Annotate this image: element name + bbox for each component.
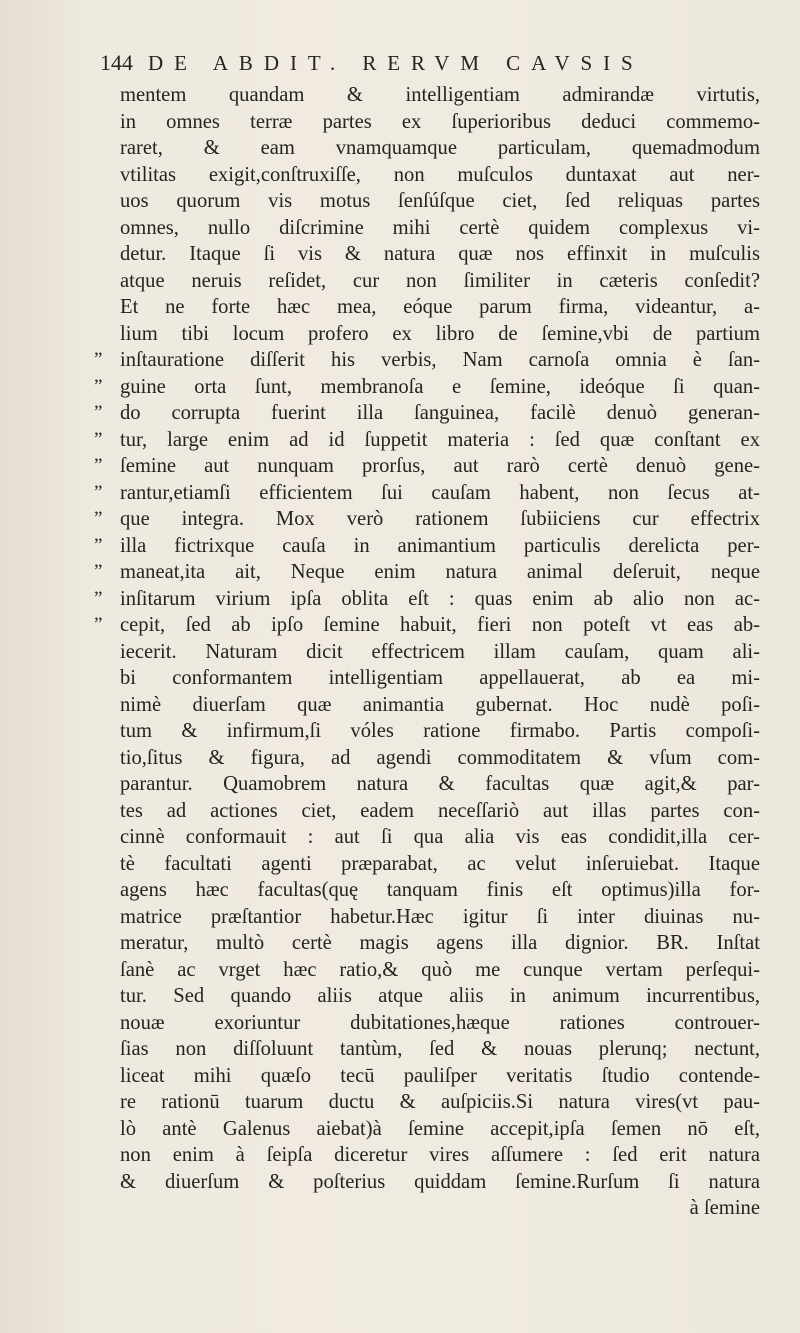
line-text: detur. Itaque ſi vis & natura quæ nos effinxit in muſculis [120,243,760,265]
text-line [120,1169,760,1196]
text-line [94,480,760,507]
line-text: nouæ exoriuntur dubitationes,hæque rationes controuer- [120,1011,760,1034]
line-text: inſtauratione diſſerit his verbis, Nam carnoſa omnia è ſan- [120,349,760,371]
line-text: & diuerſum & poſterius quiddam ſemine.Rurſum ſi natura [120,1170,760,1193]
line-text: guine orta ſunt, membranoſa e ſemine, ideóque ſi quan- [120,375,760,398]
text-line [94,506,760,533]
line-text: Et ne forte hæc mea, eóque parum firma, videantur, a- [120,296,760,318]
text-line [120,665,760,692]
text-line [120,1195,760,1222]
line-text: rantur,etiamſi efficientem ſui cauſam habent, non ſecus at- [120,481,760,504]
line-text: ſanè ac vrget hæc ratio,& quò me cunque vertam perſequi- [120,958,760,981]
text-line [120,983,760,1010]
text-line [120,82,760,109]
line-text: re rationū tuarum ductu & auſpiciis.Si natura vires(vt pau- [120,1091,760,1113]
quotation-mark: ” [94,349,103,370]
text-line [120,321,760,348]
line-text: que integra. Mox verò rationem ſubiiciens cur effectrix [120,508,760,530]
text-line [120,877,760,904]
quotation-mark: ” [94,508,103,529]
text-line [120,851,760,878]
quotation-mark: ” [94,402,103,423]
line-text: parantur. Quamobrem natura & facultas quæ agit,& par- [120,773,760,795]
line-text: illa fictrixque cauſa in animantium particulis derelicta per- [120,534,760,557]
quotation-mark: ” [94,481,103,503]
line-text: tur, large enim ad id ſuppetit materia : ſed quæ conſtant ex [120,428,760,451]
line-text: matrice præſtantior habetur.Hæc igitur ſi inter diuinas nu- [120,905,760,928]
text-line [120,162,760,189]
body-text [94,82,760,1222]
line-text: meratur, multò certè magis agens illa dignior. BR. Inſtat [120,932,760,954]
line-text: bi conformantem intelligentiam appellauerat, ab ea mi- [120,667,760,689]
text-line [120,109,760,136]
text-line [120,215,760,242]
text-line [120,930,760,957]
quotation-mark: ” [94,375,103,397]
line-text: do corrupta fuerint illa ſanguinea, facilè denuò generan- [120,402,760,424]
text-line [94,347,760,374]
text-line [120,294,760,321]
line-text: à ſemine [689,1197,760,1219]
text-line [120,1142,760,1169]
line-text: tum & infirmum,ſi vóles ratione firmabo. Partis compoſi- [120,720,760,742]
text-line [120,771,760,798]
text-line [120,718,760,745]
text-line [94,400,760,427]
text-line [120,692,760,719]
line-text: agens hæc facultas(quę tanquam finis eſt optimus)illa for- [120,879,760,901]
text-line [120,1089,760,1116]
line-text: cepit, ſed ab ipſo ſemine habuit, fieri non poteſt vt eas ab- [120,614,760,636]
quotation-mark: ” [94,534,103,556]
line-text: maneat,ita ait, Neque enim natura animal deſeruit, neque [120,561,760,583]
text-line [120,188,760,215]
line-text: ſias non diſſoluunt tantùm, ſed & nouas plerunq; nectunt, [120,1038,760,1060]
line-text: tè facultati agenti præparabat, ac velut inſeruiebat. Itaque [120,852,760,875]
text-line [94,453,760,480]
page-header [100,50,740,84]
text-line [120,1036,760,1063]
line-text: iecerit. Naturam dicit effectricem illam cauſam, quam ali- [120,640,760,663]
line-text: in omnes terræ partes ex ſuperioribus deduci commemo- [120,110,760,133]
text-line [120,957,760,984]
text-line [94,586,760,613]
text-line [120,824,760,851]
line-text: nimè diuerſam quæ animantia gubernat. Hoc nudè poſi- [120,693,760,716]
text-line [120,268,760,295]
text-line [120,639,760,666]
text-line [120,1010,760,1037]
line-text: vtilitas exigit,conſtruxiſſe, non muſculos duntaxat aut ner- [120,163,760,186]
text-line [94,559,760,586]
text-line [120,1063,760,1090]
text-line [120,745,760,772]
line-text: mentem quandam & intelligentiam admirandæ virtutis, [120,84,760,106]
text-line [94,427,760,454]
quotation-mark: ” [94,455,103,476]
text-line [120,241,760,268]
text-line [120,798,760,825]
line-text: uos quorum vis motus ſenſúſque ciet, ſed reliquas partes [120,190,760,212]
line-text: omnes, nullo diſcrimine mihi certè quidem complexus vi- [120,216,760,239]
line-text: ſemine aut nunquam prorſus, aut rarò certè denuò gene- [120,455,760,477]
line-text: tio,ſitus & figura, ad agendi commoditatem & vſum com- [120,746,760,769]
line-text: lò antè Galenus aiebat)à ſemine accepit,ipſa ſemen nō eſt, [120,1117,760,1140]
text-line [120,1116,760,1143]
quotation-mark: ” [94,428,103,450]
line-text: cinnè conformauit : aut ſi qua alia vis eas condidit,illa cer- [120,826,760,848]
running-head: DE ABDIT. RERVM CAVSIS [148,51,644,75]
text-line [94,374,760,401]
page-number: 144 [100,50,133,75]
line-text: raret, & eam vnamquamque particulam, quemadmodum [120,137,760,159]
text-line [120,135,760,162]
text-line [94,533,760,560]
line-text: atque neruis reſidet, cur non ſimiliter in cæteris conſedit? [120,269,760,292]
quotation-mark: ” [94,614,103,635]
text-line [120,904,760,931]
line-text: lium tibi locum profero ex libro de ſemine,vbi de partium [120,322,760,345]
text-line [94,612,760,639]
line-text: tes ad actiones ciet, eadem neceſſariò aut illas partes con- [120,799,760,822]
quotation-mark: ” [94,561,103,582]
line-text: liceat mihi quæſo tecū pauliſper veritatis ſtudio contende- [120,1064,760,1087]
quotation-mark: ” [94,587,103,609]
line-text: tur. Sed quando aliis atque aliis in animum incurrentibus, [120,985,760,1007]
line-text: inſitarum virium ipſa oblita eſt : quas enim ab alio non ac- [120,587,760,610]
line-text: non enim à ſeipſa diceretur vires aſſumere : ſed erit natura [120,1144,760,1166]
